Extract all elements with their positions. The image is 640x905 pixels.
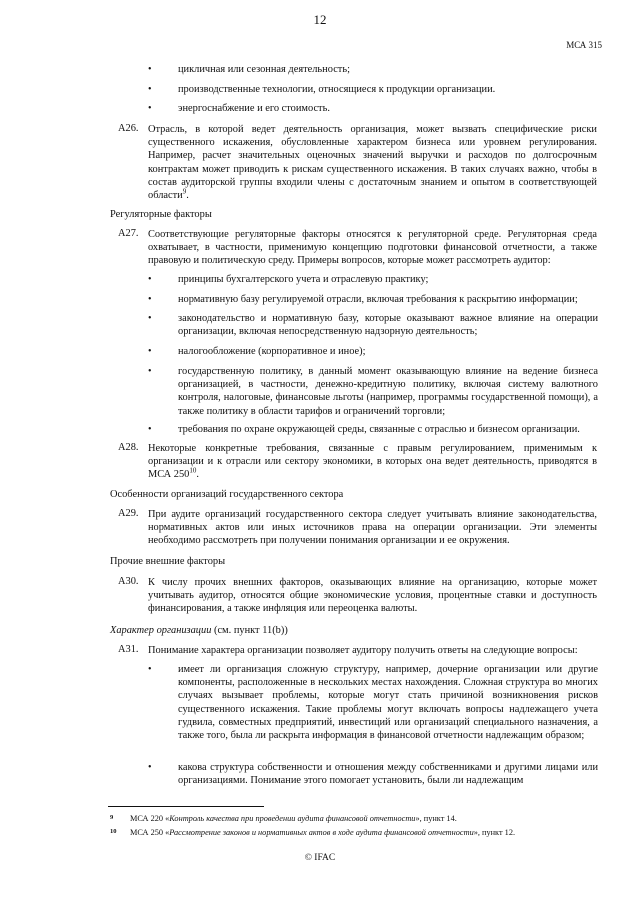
paragraph-a27: Соответствующие регуляторные факторы относятся к регуляторной среде. Регуляторная среда охватывает, в частности, применимую концепцию подготовки финансовой отчетности, а также правовую и политическую среду. Примеры вопросов, которые может рассмотреть аудитор: <box>148 229 597 267</box>
bullet-item: производственные технологии, относящиеся к продукции организации. <box>178 84 496 95</box>
paragraph-a28: Некоторые конкретные требования, связанные с правым регулированием, применимым к организации и к отрасли или сектору экономики, в которых она ведет деятельность, приводятся в МСА $250^{10}$. <box>148 443 597 481</box>
bullet-marker: • <box>148 366 152 377</box>
bullet-item: законодательство и нормативную базу, которые оказывают важное влияние на операции организации, включая непосредственную надзорную деятельность; <box>178 313 598 338</box>
bullet-item: энергоснабжение и его стоимость. <box>178 103 330 114</box>
bullet-marker: • <box>148 294 152 305</box>
paragraph-a31: Понимание характера организации позволяет аудитору получить ответы на следующие вопросы: <box>148 645 578 656</box>
section-heading: Прочие внешние факторы <box>110 556 226 567</box>
bullet-marker: • <box>148 762 152 773</box>
bullet-marker: • <box>148 313 152 324</box>
bullet-item: какова структура собственности и отношения между собственниками и другими лицами или организациями. Понимание этого помогает установить, были ли надлежащим <box>178 762 598 787</box>
footnote-mark: 9 <box>110 814 114 821</box>
footnote-ref: 9 <box>182 187 187 196</box>
paragraph-a30: К числу прочих внешних факторов, оказывающих влияние на организацию, которые может учитывать аудитор, относятся общие экономические условия, процентные ставки и доступность финансирования, а также инфляция или переоценка валюты. <box>148 577 597 615</box>
bullet-marker: • <box>148 346 152 357</box>
section-heading: Регуляторные факторы <box>110 209 212 220</box>
footnote: МСА 220 «Контроль качества при проведении аудита финансовой отчетности», пункт 14. <box>130 814 457 823</box>
footnote-divider <box>108 806 264 807</box>
paragraph-number: A30. <box>118 576 139 587</box>
footnote-mark: 10 <box>110 828 117 835</box>
section-heading: Характер организации (см. пункт 11(b)) <box>110 625 288 636</box>
bullet-item: требования по охране окружающей среды, связанные с отраслью и бизнесом организации. <box>178 424 580 435</box>
bullet-marker: • <box>148 64 152 75</box>
paragraph-number: A26. <box>118 123 139 134</box>
paragraph-number: A29. <box>118 508 139 519</box>
bullet-marker: • <box>148 664 152 675</box>
paragraph-number: A27. <box>118 228 139 239</box>
paragraph-number: A31. <box>118 644 139 655</box>
footnote-ref: 10 <box>189 466 197 475</box>
paragraph-a29: При аудите организаций государственного сектора следует учитывать влияние законодательства, нормативных актов или иных источников права на операции организации. Эти элементы необходимо рассмотреть при получении понимания организации и ее окружения. <box>148 509 597 547</box>
bullet-marker: • <box>148 84 152 95</box>
page-footer: © IFAC <box>304 853 336 863</box>
bullet-item: государственную политику, в данный момент оказывающую влияние на ведение бизнеса организацией, в частности, денежно-кредитную политику, включая систему валютного контроля, налоговые, финансовые льготы (например, программы государственной помощи), а также политику в области тарифов и ограничений торговли; <box>178 366 598 417</box>
standard-label: МСА 315 <box>566 40 602 50</box>
bullet-marker: • <box>148 103 152 114</box>
bullet-item: нормативную базу регулируемой отрасли, включая требования к раскрытию информации; <box>178 294 578 305</box>
section-heading: Особенности организаций государственного сектора <box>110 489 344 500</box>
page-number: 12 <box>313 12 327 27</box>
bullet-item: цикличная или сезонная деятельность; <box>178 64 350 75</box>
paragraph-a26: Отрасль, в которой ведет деятельность организация, может вызвать специфические риски существенного искажения, обусловленные характером бизнеса или уровнем регулирования. Например, расчет значительных оценочных значений выручки и расходов по долгосрочным контрактам может приводить к рискам существенного искажения. В таких случаях важно, чтобы в состав аудиторской группы входили члены с достаточным знанием и опытом в соответствующей области$^9$. <box>148 124 597 202</box>
bullet-item: налогообложение (корпоративное и иное); <box>178 346 366 357</box>
bullet-item: имеет ли организация сложную структуру, например, дочерние организации или другие компоненты, расположенные в нескольких местах нахождения. Сложная структура во многих случаях вызывает проблемы, которые могут стать причиной возникновения рисков существенного искажения. Такие проблемы могут включать вопросы надлежащего учета гудвила, совместных предприятий, инвестиций или организаций специального назначения, а также того, была ли раскрыта информация в финансовой отчетности надлежащим образом; <box>178 664 598 742</box>
bullet-marker: • <box>148 274 152 285</box>
footnote: МСА 250 «Рассмотрение законов и нормативных актов в ходе аудита финансовой отчетности», пункт 12. <box>130 828 516 837</box>
paragraph-number: A28. <box>118 442 139 453</box>
bullet-item: принципы бухгалтерского учета и отраслевую практику; <box>178 274 429 285</box>
bullet-marker: • <box>148 424 152 435</box>
